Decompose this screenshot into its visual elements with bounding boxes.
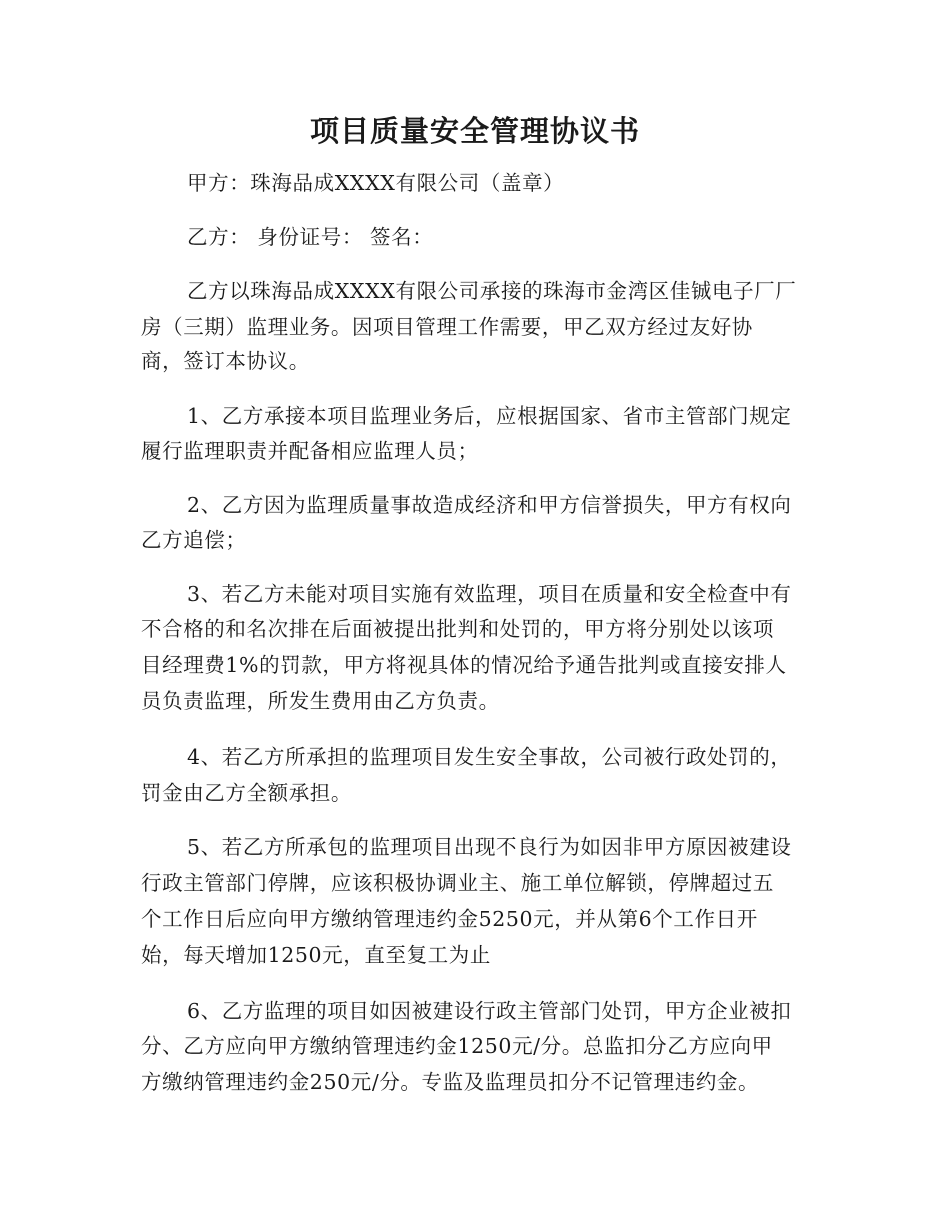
clause-5-line-4: 始，每天增加1250元，直至复工为止 — [141, 943, 491, 967]
clause-6-line-2: 分、乙方应向甲方缴纳管理违约金1250元/分。总监扣分乙方应向甲 — [141, 1034, 773, 1058]
clause-3-line-4: 员负责监理，所发生费用由乙方负责。 — [141, 689, 500, 713]
clause-6-line-3: 方缴纳管理违约金250元/分。专监及监理员扣分不记管理违约金。 — [141, 1070, 760, 1094]
clause-5-line-2: 行政主管部门停牌，应该积极协调业主、施工单位解锁，停牌超过五 — [141, 871, 774, 895]
clause-1-line-2: 履行监理职责并配备相应监理人员； — [141, 439, 479, 463]
clause-3-line-2: 不合格的和名次排在后面被提出批判和处罚的，甲方将分别处以该项 — [141, 617, 774, 641]
clause-4-line-2: 罚金由乙方全额承担。 — [141, 781, 352, 805]
clause-2-line-1: 2、乙方因为监理质量事故造成经济和甲方信誉损失，甲方有权向 — [187, 493, 792, 517]
party-a-line: 甲方：珠海品成XXXX有限公司（盖章） — [187, 171, 565, 195]
intro-line-1: 乙方以珠海品成XXXX有限公司承接的珠海市金湾区佳铖电子厂厂 — [187, 279, 797, 303]
clause-2-line-2: 乙方追偿； — [141, 528, 247, 552]
clause-6-line-1: 6、乙方监理的项目如因被建设行政主管部门处罚，甲方企业被扣 — [187, 999, 792, 1023]
intro-line-2: 房（三期）监理业务。因项目管理工作需要，甲乙双方经过友好协 — [141, 315, 753, 339]
clause-3-line-1: 3、若乙方未能对项目实施有效监理，项目在质量和安全检查中有 — [187, 582, 792, 606]
intro-line-3: 商，签订本协议。 — [141, 349, 310, 373]
clause-5-line-1: 5、若乙方所承包的监理项目出现不良行为如因非甲方原因被建设 — [187, 835, 792, 859]
party-b-line: 乙方： 身份证号： 签名： — [187, 225, 434, 249]
clause-1-line-1: 1、乙方承接本项目监理业务后，应根据国家、省市主管部门规定 — [187, 404, 792, 428]
clause-4-line-1: 4、若乙方所承担的监理项目发生安全事故，公司被行政处罚的， — [187, 745, 792, 769]
clause-5-line-3: 个工作日后应向甲方缴纳管理违约金5250元，并从第6个工作日开 — [141, 907, 758, 931]
clause-3-line-3: 目经理费1%的罚款，甲方将视具体的情况给予通告批判或直接安排人 — [141, 653, 787, 677]
document-title: 项目质量安全管理协议书 — [309, 114, 640, 148]
